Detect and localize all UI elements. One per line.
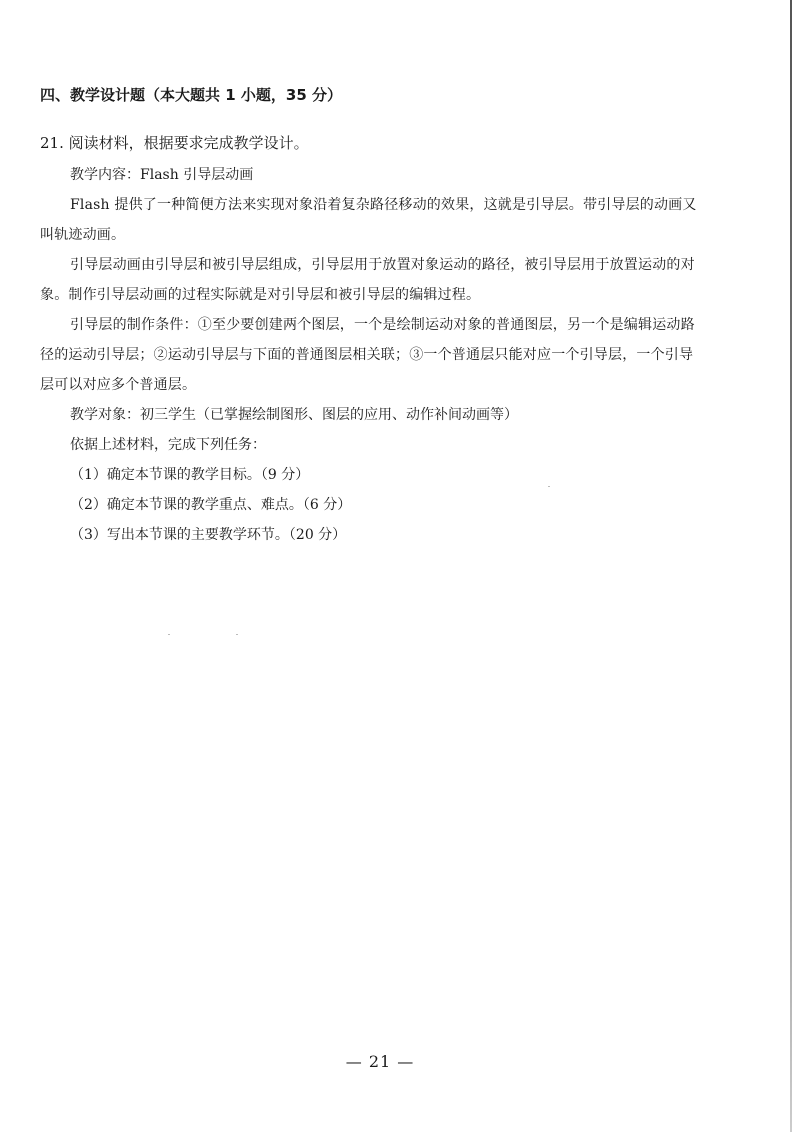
material-paragraph: Flash 提供了一种简便方法来实现对象沿着复杂路径移动的效果，这就是引导层。带引导层的动画又叫轨迹动画。: [40, 197, 697, 243]
material-paragraph: 引导层的制作条件：①至少要创建两个图层，一个是绘制运动对象的普通图层，另一个是编辑运动路径的运动引导层；②运动引导层与下面的普通图层相关联；③一个普通层只能对应一个引导层，一个引导层可以对应多个普通层。: [40, 317, 695, 393]
teaching-content-line: 教学内容：Flash 引导层动画: [70, 167, 254, 183]
section-title: 四、教学设计题（本大题共 1 小题，35 分）: [40, 86, 342, 104]
question-heading: [40, 130, 700, 156]
scan-speck: [236, 634, 238, 635]
task-item: （1）确定本节课的教学目标。（9 分）: [70, 467, 310, 483]
exam-page: [40, 82, 700, 550]
task-item: （2）确定本节课的教学重点、难点。（6 分）: [70, 497, 352, 513]
task-intro: 依据上述材料，完成下列任务：: [70, 437, 266, 453]
question-number: 21.: [40, 134, 64, 152]
task-item: （3）写出本节课的主要教学环节。（20 分）: [70, 527, 347, 543]
scan-speck: [548, 486, 550, 487]
question-prompt: 阅读材料，根据要求完成教学设计。: [68, 134, 309, 152]
teaching-audience-line: 教学对象：初三学生（已掌握绘制图形、图层的应用、动作补间动画等）: [70, 407, 518, 423]
material-paragraph: 引导层动画由引导层和被引导层组成，引导层用于放置对象运动的路径，被引导层用于放置运动的对象。制作引导层动画的过程实际就是对引导层和被引导层的编辑过程。: [40, 257, 695, 303]
scan-edge-line: [790, 0, 792, 1132]
page-number: — 21 —: [345, 1052, 415, 1071]
scan-speck: [168, 634, 170, 635]
